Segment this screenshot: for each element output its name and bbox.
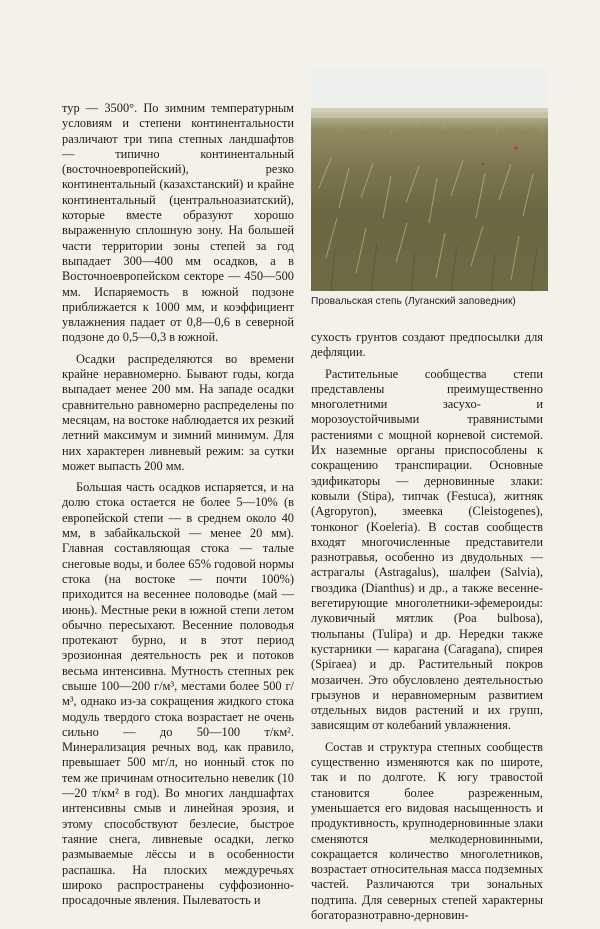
steppe-photo: [311, 68, 548, 291]
left-text-column: [62, 101, 294, 914]
paragraph: Состав и структура степных сообществ существенно изменяются как по широте, так и по долготе. К югу травостой становится более разреженным, уменьшается его видовая насыщенность и продуктивность, крупнодерновинные злаки сменяются мелкодерновинными, сокращается количество многолетников, возрастает относительная масса подземных частей. Различаются три зональных подтипа. Для северных степей характерны богаторазнотравно-дерновин-: [311, 739, 543, 922]
paragraph: Большая часть осадков испаряется, и на долю стока остается не более 5—10% (в европейской степи — в среднем около 40 мм, в забайкальской — менее 20 мм). Главная составляющая стока — талые снеговые воды, и более 65% годовой нормы стока (на востоке — почти 100%) приходится на весеннее половодье (май — июнь). Местные реки в южной степи летом обычно пересыхают. Весенние половодья протекают бурно, и в этот период эрозионная деятельность рек и потоков весьма интенсивна. Мутность степных рек свыше 100—200 г/м³, местами более 500 г/м³, однако из-за сокращения жидкого стока модуль твердого стока возрастает не очень сильно — до 50—100 т/км². Минерализация речных вод, как правило, превышает 500 мг/л, но ионный сток по тем же причинам относительно невелик (10—20 т/км² в год). Во многих ландшафтах интенсивны смыв и линейная эрозия, и этому способствуют безлесие, быстрое таяние снега, ливневые осадки, легко размываемые лёссы и в особенности распашка. На плоских междуречьях широко распространены суффозионно-просадочные явления. Пылеватость и: [62, 480, 294, 908]
paragraph: сухость грунтов создают предпосылки для дефляции.: [311, 330, 543, 360]
right-text-column: [311, 330, 543, 929]
photo-caption: Провальская степь (Луганский заповедник): [311, 296, 516, 307]
paragraph: Растительные сообщества степи представлены преимущественно многолетними засухо- и морозоустойчивыми травянистыми растениями с мощной корневой системой. Их наземные органы приспособлены к сокращению транспирации. Основные эдификаторы — дерновинные злаки: ковыли (Stipa), типчак (Festuca), житняк (Agropyron), змеевка (Cleistogenes), тонконог (Koeleria). В состав сообществ входят многочисленные представители разнотравья, особенно из двудольных — астрагалы (Astragalus), шалфеи (Salvia), гвоздика (Dianthus) и др., а также весенне-вегетирующие многолетники-эфемероиды: луковичный мятлик (Poa bulbosa), тюльпаны (Tulipa) и др. Нередки также кустарники — карагана (Caragana), спирея (Spiraea) и др. Растительный покров мозаичен. Это обусловлено деятельностью грызунов и неравномерным развитием отдельных видов растений и их групп, зависящим от колебаний увлажнения.: [311, 366, 543, 733]
paragraph: Осадки распределяются во времени крайне неравномерно. Бывают годы, когда выпадает менее 200 мм. На западе осадки сравнительно равномерно распределены по месяцам, на востоке наблюдается их резкий летний максимум и зимний минимум. Для них характерен ливневый режим: за сутки может выпасть 200 мм.: [62, 351, 294, 473]
steppe-photo-illustration: [311, 68, 548, 291]
paragraph: тур — 3500°. По зимним температурным условиям и степени континентальности различают три типа степных ландшафтов — типично континентальный (восточноевропейский), резко континентальный (казахстанский) и крайне континентальный (центральноазиатский), которые вместе образуют хорошо выраженную сплошную зону. На большей части территории зоны степей за год выпадает 300—400 мм осадков, а в Восточноевропейском секторе — 450—500 мм. Испаряемость в южной подзоне приближается к 1000 мм, и коэффициент увлажнения падает от 0,8—0,6 в северной подзоне до 0,5—0,3 в южной.: [62, 101, 294, 345]
